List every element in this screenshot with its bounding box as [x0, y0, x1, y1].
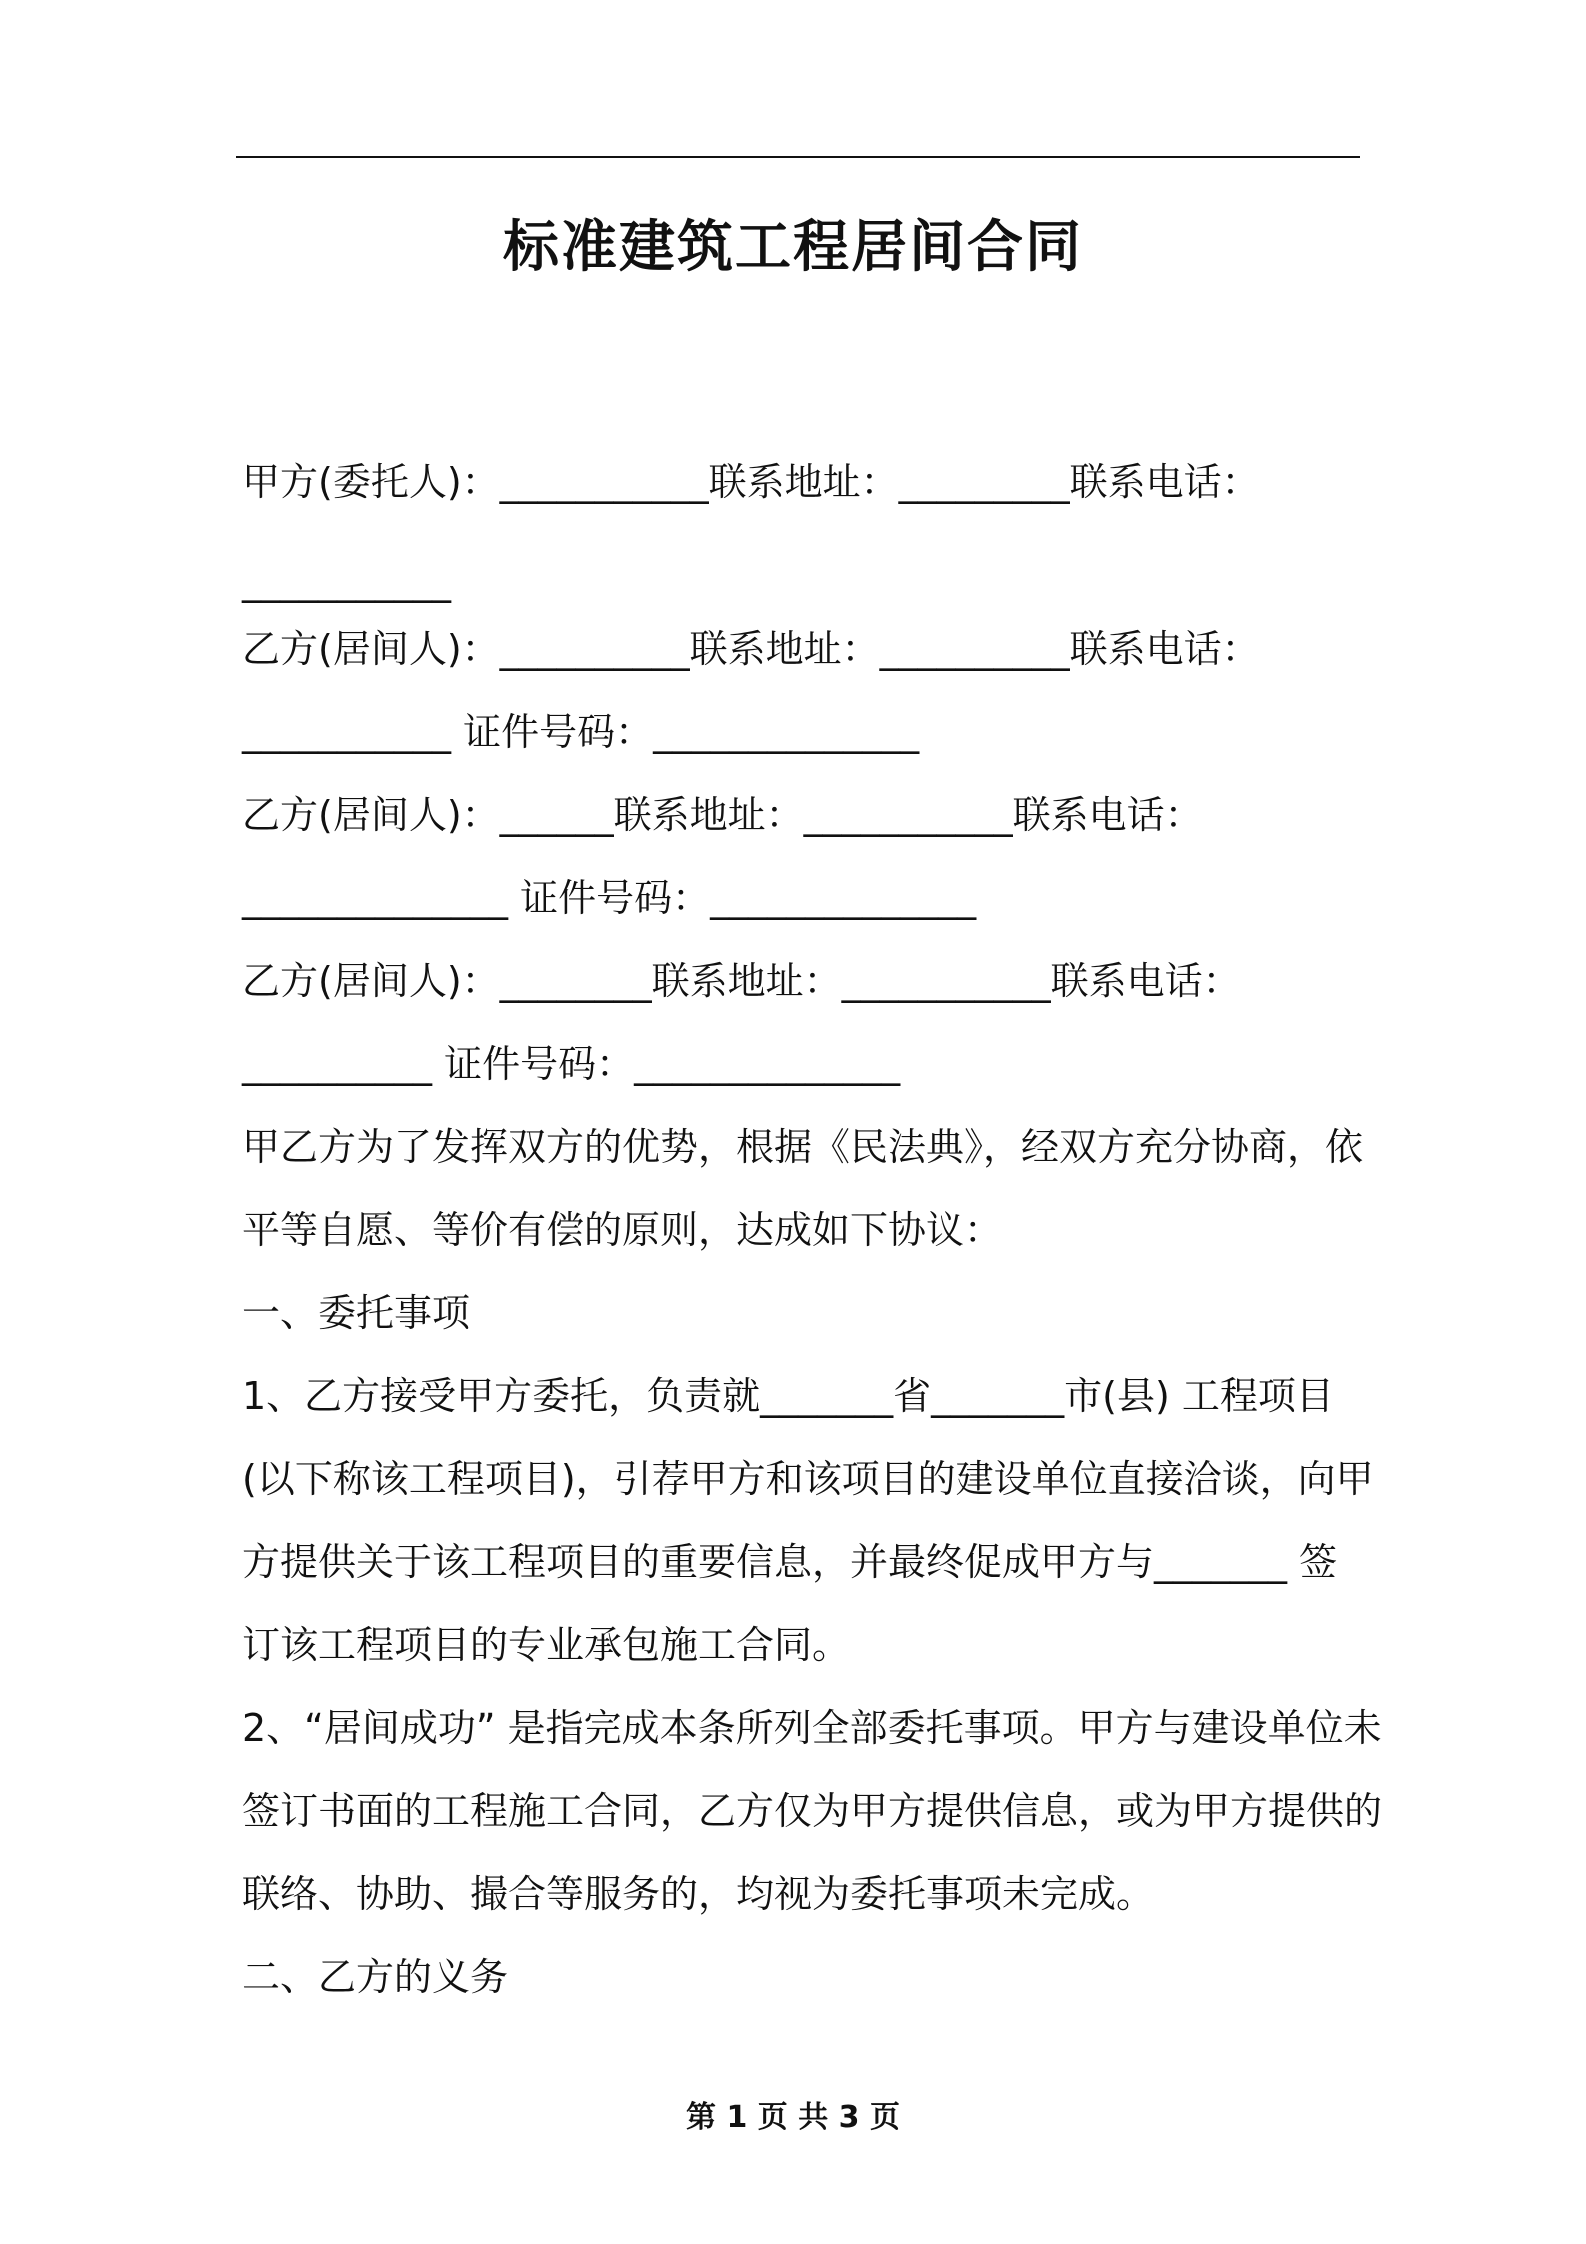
party-b2-line: 乙方(居间人)：______联系地址：___________联系电话： — [242, 793, 1203, 837]
party-b1-line: 乙方(居间人)：__________联系地址：__________联系电话： — [242, 627, 1260, 671]
clause-1-line-1: 1、乙方接受甲方委托，负责就_______省_______市(县) 工程项目 — [242, 1374, 1334, 1418]
party-a-line: 甲方(委托人)：___________联系地址：_________联系电话： — [242, 460, 1260, 504]
clause-2-line-2: 签订书面的工程施工合同，乙方仅为甲方提供信息，或为甲方提供的 — [242, 1789, 1383, 1833]
party-b3-id-line: __________ 证件号码：______________ — [242, 1042, 901, 1086]
clause-1-line-3: 方提供关于该工程项目的重要信息，并最终促成甲方与_______ 签 — [242, 1540, 1338, 1584]
party-b3-line: 乙方(居间人)：________联系地址：___________联系电话： — [242, 959, 1241, 1003]
party-b2-id-line: ______________ 证件号码：______________ — [242, 876, 977, 920]
party-b1-id-line: ___________ 证件号码：______________ — [242, 710, 920, 754]
header-rule — [236, 156, 1360, 158]
clause-1-line-2: (以下称该工程项目)，引荐甲方和该项目的建设单位直接洽谈，向甲 — [242, 1457, 1374, 1501]
clause-2-line-1: 2、“居间成功” 是指完成本条所列全部委托事项。甲方与建设单位未 — [242, 1706, 1382, 1750]
section-heading-1: 一、委托事项 — [242, 1291, 471, 1335]
page-title: 标准建筑工程居间合同 — [503, 215, 1083, 280]
party-a-phone-blank: ___________ — [242, 559, 451, 603]
clause-1-line-4: 订该工程项目的专业承包施工合同。 — [242, 1623, 851, 1667]
section-heading-2: 二、乙方的义务 — [242, 1955, 509, 1999]
clause-2-line-3: 联络、协助、撮合等服务的，均视为委托事项未完成。 — [242, 1872, 1155, 1916]
preamble-line-1: 甲乙方为了发挥双方的优势，根据《民法典》，经双方充分协商，依 — [242, 1125, 1364, 1169]
page-footer: 第 1 页 共 3 页 — [686, 2100, 900, 2135]
preamble-line-2: 平等自愿、等价有偿的原则，达成如下协议： — [242, 1208, 1003, 1252]
